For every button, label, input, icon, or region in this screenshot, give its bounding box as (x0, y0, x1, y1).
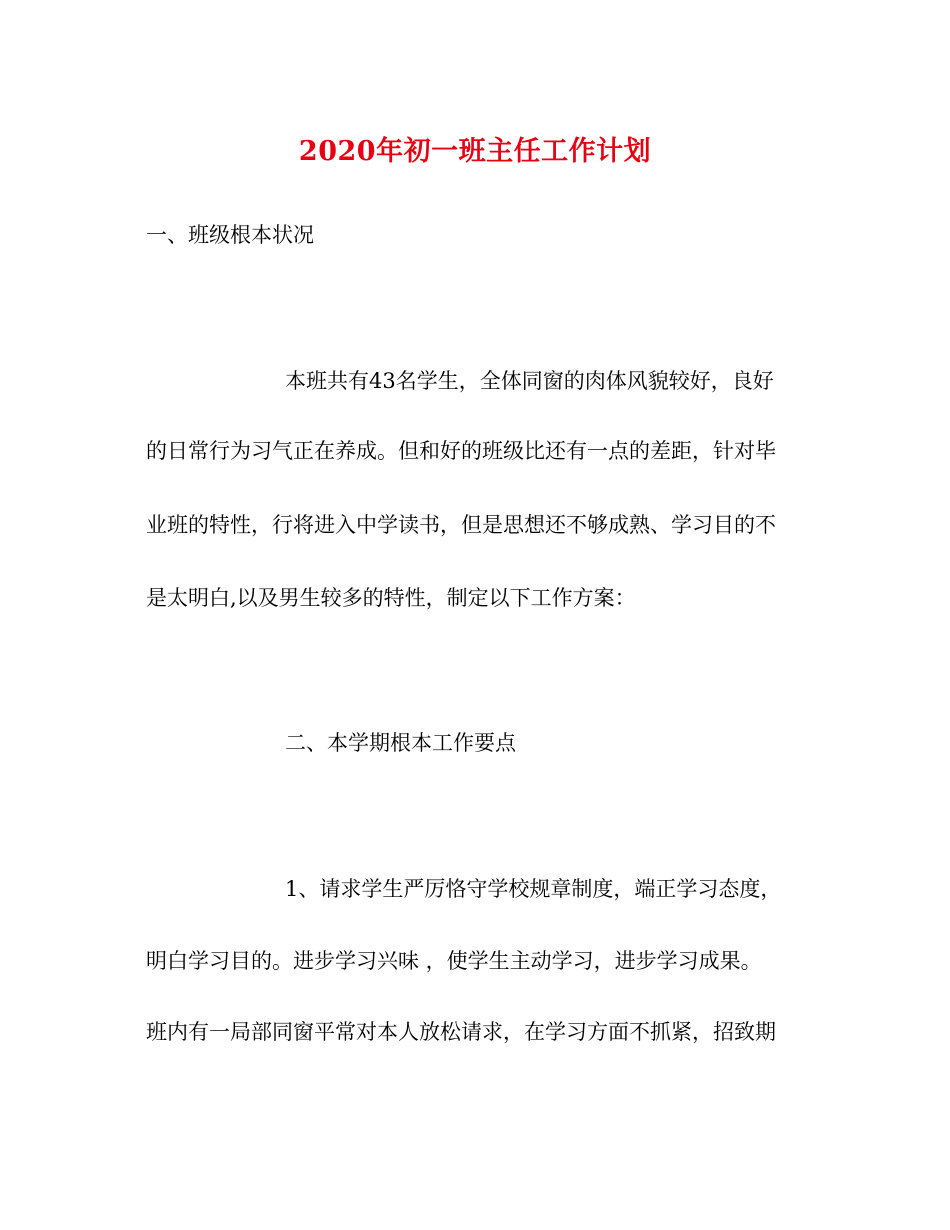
paragraph-2-line-2: 明白学习目的。进步学习兴味 ，使学生主动学习，进步学习成果。 (146, 949, 762, 973)
paragraph-1-line-1: 本班共有43名学生，全体同窗的肉体风貌较好，良好 (285, 369, 774, 393)
paragraph-1-line-3: 业班的特性，行将进入中学读书，但是思想还不够成熟、学习目的不 (146, 513, 776, 537)
document-title: 2020年初一班主任工作计划 (298, 136, 652, 167)
paragraph-1-line-2: 的日常行为习气正在养成。但和好的班级比还有一点的差距，针对毕 (146, 439, 776, 463)
section-heading-1: 一、班级根本状况 (146, 223, 314, 247)
paragraph-2-line-1: 1、请求学生严厉恪守学校规章制度，端正学习态度， (285, 877, 782, 901)
paragraph-2-line-3: 班内有一局部同窗平常对本人放松请求，在学习方面不抓紧，招致期 (146, 1020, 776, 1044)
section-heading-2: 二、本学期根本工作要点 (285, 731, 516, 755)
paragraph-1-line-4: 是太明白,以及男生较多的特性，制定以下工作方案： (146, 586, 636, 610)
